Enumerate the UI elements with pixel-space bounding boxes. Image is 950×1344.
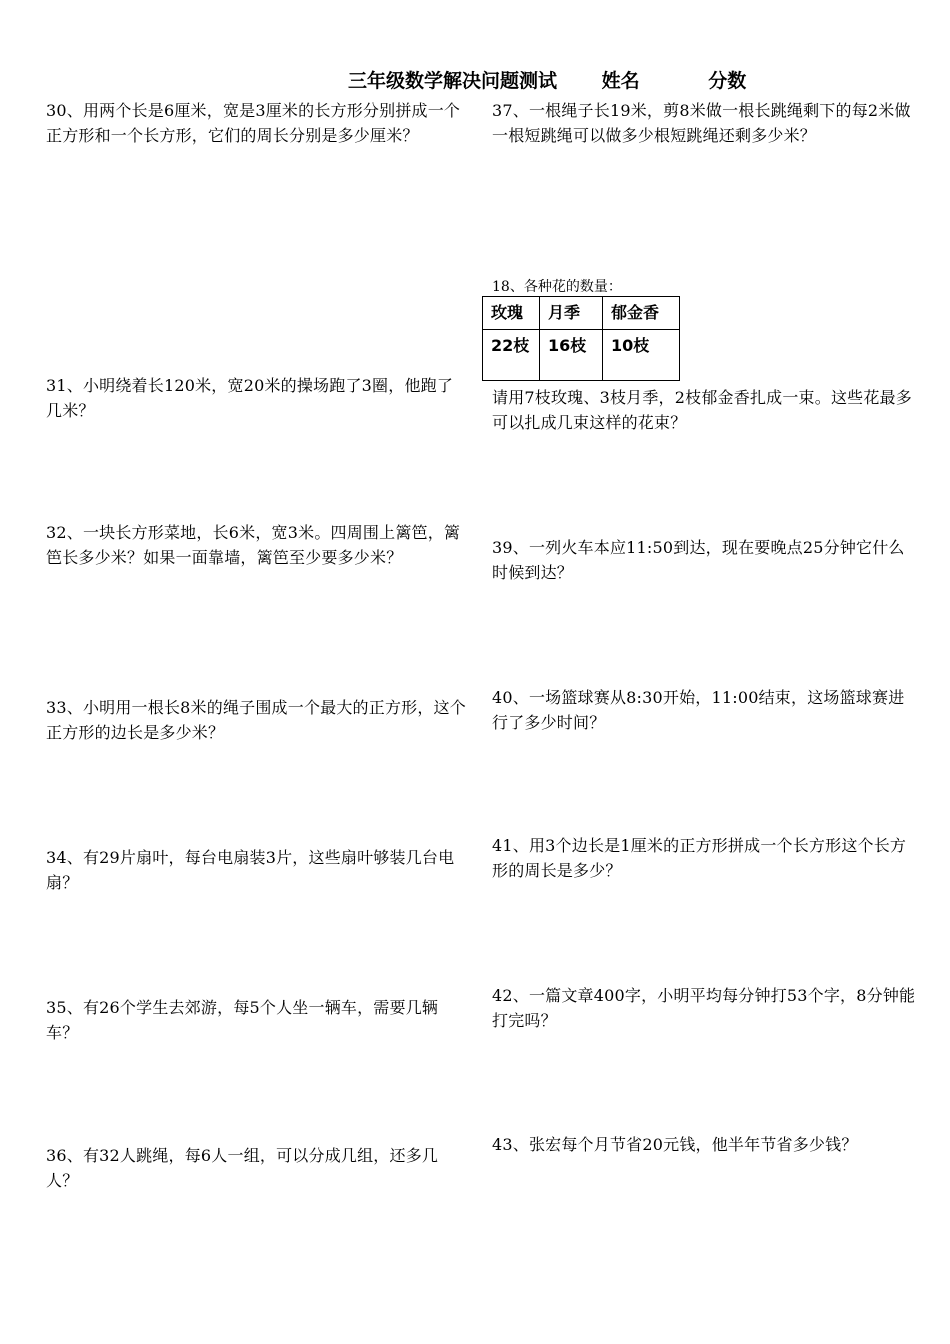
flower-table-caption: 18、各种花的数量： (492, 279, 622, 295)
question-30: 30、用两个长是6厘米，宽是3厘米的长方形分别拼成一个正方形和一个长方形，它们的周长分别是多少厘米？ (46, 101, 461, 145)
table-cell-tulip-count: 10枝 (603, 330, 680, 381)
table-header-cell-chinese-rose: 月季 (540, 297, 603, 330)
question-42: 42、一篇文章400字，小明平均每分钟打53个字，8分钟能打完吗？ (492, 986, 916, 1030)
question-31: 31、小明绕着长120米，宽20米的操场跑了3圈，他跑了几米？ (46, 376, 454, 420)
page-title: 三年级数学解决问题测试 (348, 70, 558, 92)
question-40: 40、一场篮球赛从8:30开始，11:00结束，这场篮球赛进行了多少时间？ (492, 688, 905, 732)
table-header-cell-tulip: 郁金香 (603, 297, 680, 330)
question-33: 33、小明用一根长8米的绳子围成一个最大的正方形，这个正方形的边长是多少米？ (46, 698, 466, 742)
question-35: 35、有26个学生去郊游，每5个人坐一辆车，需要几辆车？ (46, 998, 439, 1042)
question-36: 36、有32人跳绳，每6人一组，可以分成几组，还多几人？ (46, 1146, 439, 1190)
question-39: 39、一列火车本应11:50到达，现在要晚点25分钟它什么时候到达？ (492, 538, 905, 582)
name-label: 姓名 (601, 70, 640, 92)
table-cell-rose-count: 22枝 (483, 330, 540, 381)
table-header-row (483, 297, 680, 330)
table-cell-chinese-rose-count: 16枝 (540, 330, 603, 381)
question-43: 43、张宏每个月节省20元钱，他半年节省多少钱？ (492, 1135, 858, 1154)
page-header (348, 66, 746, 93)
question-18-text: 请用7枝玫瑰、3枝月季，2枝郁金香扎成一束。这些花最多可以扎成几束这样的花束？ (492, 388, 912, 432)
question-37: 37、一根绳子长19米，剪8米做一根长跳绳剩下的每2米做一根短跳绳可以做多少根短跳绳还剩多少米？ (492, 101, 911, 145)
score-label: 分数 (708, 70, 747, 92)
question-34: 34、有29片扇叶，每台电扇装3片，这些扇叶够装几台电扇？ (46, 848, 455, 892)
flower-count-table (482, 296, 680, 381)
table-row (483, 330, 680, 381)
question-32: 32、一块长方形菜地，长6米，宽3米。四周围上篱笆，篱笆长多少米？如果一面靠墙，篱笆至少要多少米？ (46, 523, 461, 567)
table-header-cell-rose: 玫瑰 (483, 297, 540, 330)
question-41: 41、用3个边长是1厘米的正方形拼成一个长方形这个长方形的周长是多少？ (492, 836, 907, 880)
